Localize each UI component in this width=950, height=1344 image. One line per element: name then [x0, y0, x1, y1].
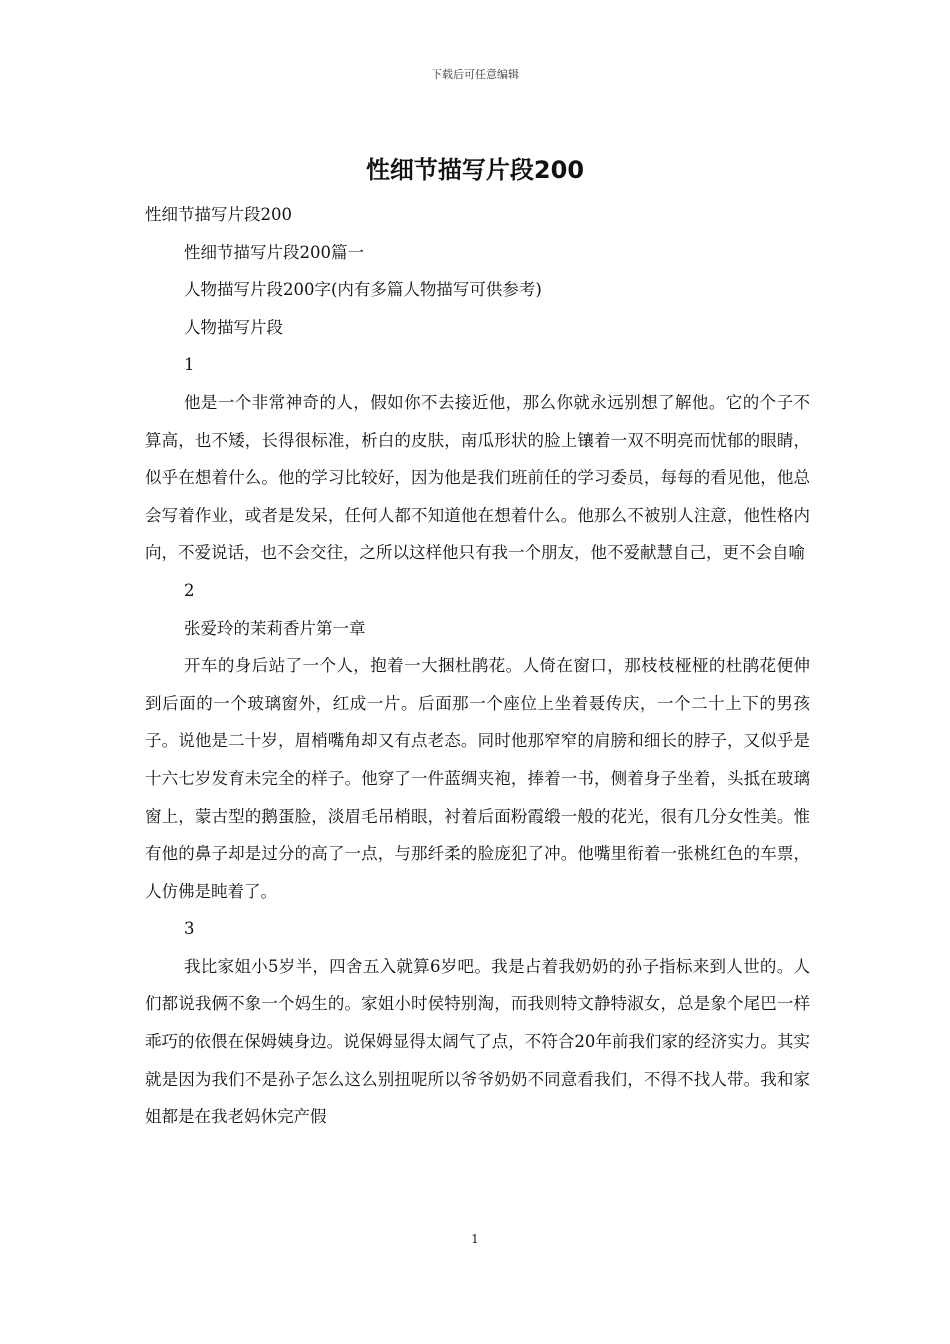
paragraph: 人物描写片段200字(内有多篇人物描写可供参考): [184, 280, 542, 300]
document-title: 性细节描写片段200: [365, 156, 585, 184]
document-body: [145, 196, 810, 1136]
paragraph: 他是一个非常神奇的人，假如你不去接近他，那么你就永远别想了解他。它的个子不算高，也不矮，长得很标准，析白的皮肤，南瓜形状的脸上镶着一双不明亮而忧郁的眼睛，似乎在想着什么。他的学习比较好，因为他是我们班前任的学习委员，每每的看见他，他总会写着作业，或者是发呆，任何人都不知道他在想着什么。他那么不被别人注意，他性格内向，不爱说话，也不会交往，之所以这样他只有我一个朋友，他不爱献慧自己，更不会自喻: [145, 392, 810, 563]
header-note: 下载后可任意编辑: [431, 68, 519, 81]
paragraph: 我比家姐小5岁半，四舍五入就算6岁吧。我是占着我奶奶的孙子指标来到人世的。人们都说我俩不象一个妈生的。家姐小时侯特别淘，而我则特文静特淑女，总是象个尾巴一样乖巧的依偎在保姆姨身边。说保姆显得太阔气了点，不符合20年前我们家的经济实力。其实就是因为我们不是孙子怎么这么别扭呢所以爷爷奶奶不同意看我们，不得不找人带。我和家姐都是在我老妈休完产假: [145, 956, 810, 1127]
paragraph: 人物描写片段: [184, 317, 283, 337]
section-number: 3: [184, 919, 195, 939]
section-number: 2: [184, 580, 195, 600]
page-number: 1: [471, 1232, 479, 1246]
paragraph: 性细节描写片段200: [145, 205, 292, 224]
paragraph: 开车的身后站了一个人，抱着一大捆杜鹃花。人倚在窗口，那枝枝桠桠的杜鹃花便伸到后面的一个玻璃窗外，红成一片。后面那一个座位上坐着聂传庆，一个二十上下的男孩子。说他是二十岁，眉梢嘴角却又有点老态。同时他那窄窄的肩膀和细长的脖子，又似乎是十六七岁发育未完全的样子。他穿了一件蓝绸夹袍，捧着一书，侧着身子坐着，头抵在玻璃窗上，蒙古型的鹅蛋脸，淡眉毛吊梢眼，衬着后面粉霞缎一般的花光，很有几分女性美。惟有他的鼻子却是过分的高了一点，与那纤柔的脸庞犯了冲。他嘴里衔着一张桃红色的车票，人仿佛是盹着了。: [145, 656, 810, 901]
paragraph: 性细节描写片段200篇一: [184, 242, 364, 262]
paragraph: 张爱玲的茉莉香片第一章: [184, 618, 366, 638]
section-number: 1: [184, 355, 195, 375]
